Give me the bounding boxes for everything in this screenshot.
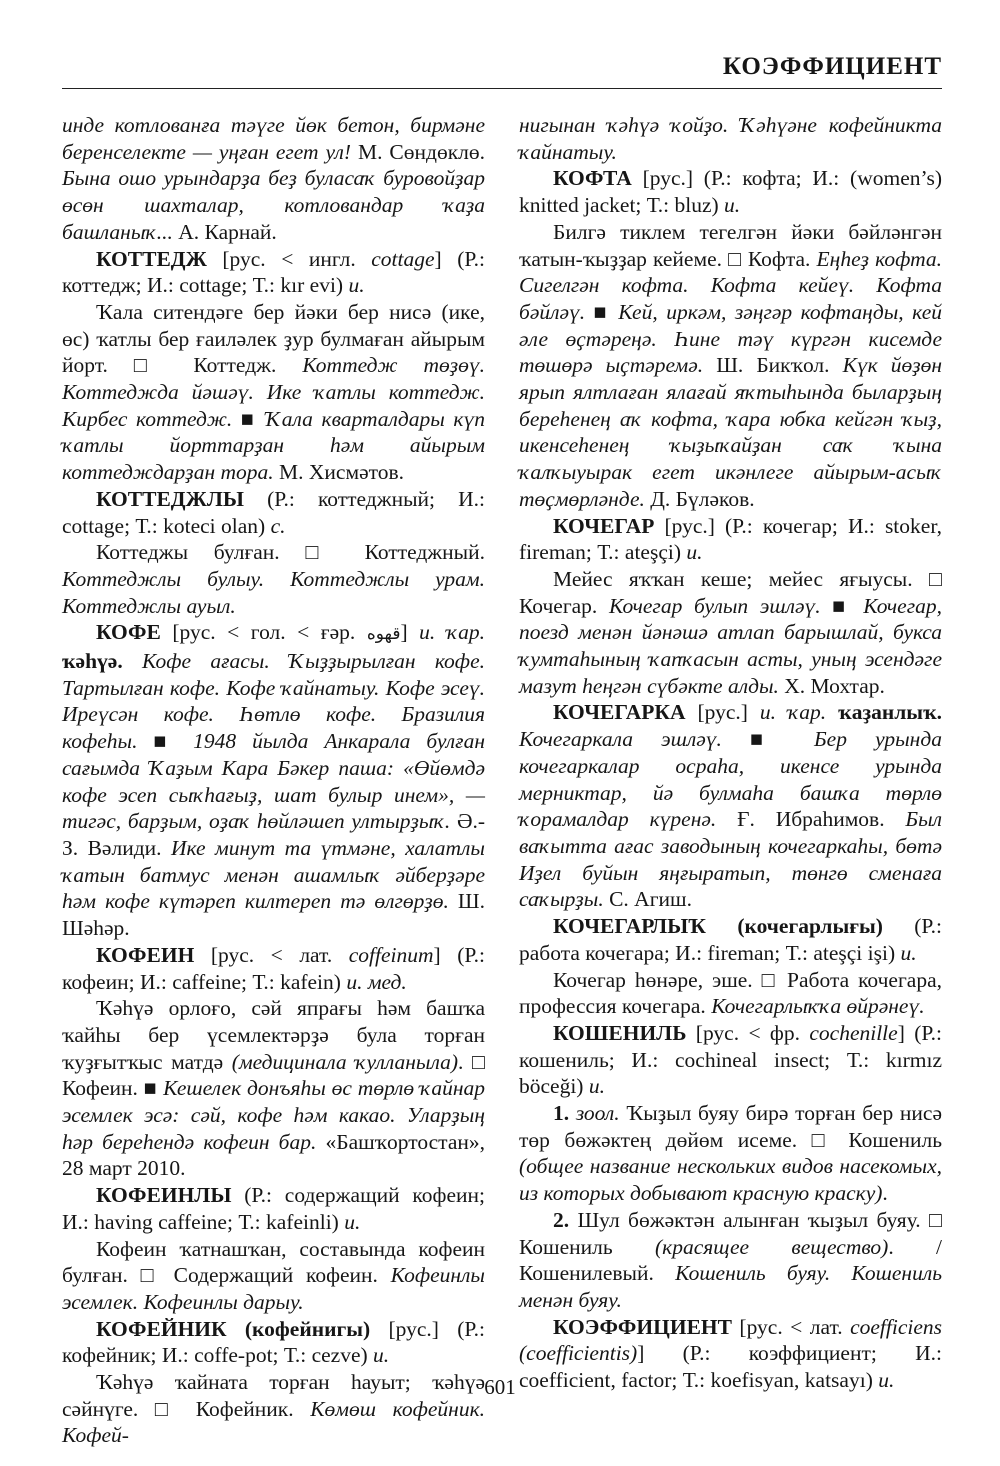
regular-text: Коттеджы булған. □ Коттеджный. bbox=[96, 540, 485, 565]
bold-text: КОФЕИНЛЫ bbox=[96, 1183, 232, 1208]
entry-headline bbox=[519, 165, 942, 218]
bold-text: КОЧЕГАРКА bbox=[553, 700, 686, 725]
regular-text: Д. Бүләков. bbox=[650, 486, 755, 511]
italic-text: инде котлованға тәүге йөк бетон, бирмәне беренселекте — уңған егет ул! bbox=[62, 113, 485, 164]
regular-text: Ҡәһүә орлоғо, сәй япрағы һәм башҡа ҡайһы бер үсемлектәрҙә була торған ҡуҙғытҡыс матдә bbox=[62, 996, 485, 1074]
italic-text: и. bbox=[900, 940, 917, 965]
regular-text: [рус. < гол. < ғәр. bbox=[160, 620, 367, 645]
italic-text: Бер урында кочегаркалар осраһа, икенсе урында мерниктар, йә булмаһа башҡа төрлө ҡорамалдар күренә. bbox=[519, 727, 942, 832]
regular-text: [рус. < фр. bbox=[686, 1020, 810, 1045]
entry-headline bbox=[62, 486, 485, 539]
regular-text: ] (Р.: кофеин; И.: caffeine; Т.: kafein) bbox=[62, 942, 486, 994]
italic-text: и. bbox=[588, 1074, 605, 1099]
italic-text: Бына ошо урындарҙа беҙ буласаҡ буровойҙар өсөн шахталар, котловандар ҡаҙа башланыҡ... bbox=[62, 166, 485, 244]
italic-text: Коттедж төҙөү. Коттеджда йәшәү. Ике ҡатлы коттедж. Кирбес коттедж. bbox=[62, 353, 485, 431]
regular-text: Билгә тиклем тегелгән йәки бәйләнгән ҡатын-ҡыҙҙар кейеме. □ Кофта. bbox=[519, 219, 942, 271]
definition-paragraph bbox=[62, 1236, 485, 1316]
bold-text: 1. bbox=[553, 1101, 576, 1126]
bold-text: КОТТЕДЖЛЫ bbox=[96, 486, 244, 511]
italic-text: и. bbox=[373, 1343, 390, 1368]
bold-text: ҡәһүә. bbox=[62, 649, 143, 674]
regular-text: Мейес яҡҡан кеше; мейес яғыусы. □ Кочегар. bbox=[519, 566, 942, 618]
bold-text: КОЭФФИЦИЕНТ bbox=[553, 1314, 732, 1339]
regular-text: Ш. Бикҡол. bbox=[716, 353, 843, 378]
regular-text: ] (Р.: кошениль; И.: cochineal insect; Т.: kırmız böceği) bbox=[519, 1020, 943, 1099]
italic-text: cottage bbox=[371, 246, 435, 271]
italic-text: и. ҡар. bbox=[419, 620, 485, 645]
entry-headline bbox=[62, 246, 485, 299]
regular-text: ■ bbox=[593, 299, 619, 324]
italic-text: и. bbox=[686, 540, 703, 565]
header-rule bbox=[62, 88, 942, 89]
bold-text: 2. bbox=[553, 1207, 578, 1232]
italic-text: и. bbox=[344, 1209, 361, 1234]
italic-text: Кочегар булып эшләү. bbox=[608, 593, 833, 618]
italic-text: coefficiens (coefficientis) bbox=[519, 1314, 942, 1366]
regular-text: Ә.-З. Вәлиди. bbox=[62, 809, 485, 860]
definition-paragraph bbox=[519, 219, 942, 513]
italic-text: нигынан ҡәһүә ҡойҙо. Ҡәһүәне кофейникта ҡайнатыу. bbox=[519, 113, 942, 164]
italic-text: с. bbox=[270, 513, 286, 538]
italic-text: cochenille bbox=[809, 1020, 898, 1045]
entry-headline bbox=[519, 1020, 942, 1100]
italic-text: Ике минут та үтмәне, халатлы ҡатын батмус менән ашамлыҡ әйберҙәре һәм кофе күтәреп килтереп тә өлгөрҙө. bbox=[62, 835, 485, 914]
italic-text: coffeinum bbox=[348, 942, 434, 967]
regular-text: [рус. < лат. bbox=[194, 942, 349, 967]
regular-text: [рус. < лат. bbox=[731, 1314, 851, 1339]
definition-paragraph bbox=[519, 967, 942, 1020]
bold-text: КОШЕНИЛЬ bbox=[553, 1020, 687, 1045]
regular-text: «Башҡортостан», 28 март 2010. bbox=[62, 1129, 485, 1181]
regular-text: . / Кошенилевый. bbox=[519, 1234, 942, 1286]
italic-text: (красящее вещество) bbox=[654, 1234, 889, 1259]
italic-text: зоол. bbox=[575, 1101, 627, 1126]
italic-text: и. ҡар. bbox=[759, 700, 839, 725]
bold-text: ҡаҙанлыҡ. bbox=[838, 700, 942, 725]
italic-text: Кочегарлыҡҡа өйрәнеү. bbox=[711, 994, 925, 1019]
entry-headline bbox=[62, 619, 485, 941]
regular-text: . bbox=[882, 1181, 888, 1206]
regular-text: ■ bbox=[832, 593, 864, 618]
regular-text: С. Агиш. bbox=[609, 887, 692, 912]
regular-text: Ҡала ситендәге бер йәки бер нисә (ике, өс) ҡатлы бер ғаиләлек ҙур булмаған айырым йорт. □ Коттедж. bbox=[62, 299, 485, 378]
bold-text: КОЧЕГАРЛЫҠ (кочегарлығы) bbox=[553, 914, 883, 939]
definition-paragraph bbox=[519, 1100, 942, 1207]
regular-text: Шул бөжәктән алынған ҡыҙыл буяу. □ Кошениль bbox=[519, 1207, 942, 1259]
italic-text: Көмөш кофейник. Кофей- bbox=[62, 1396, 485, 1448]
italic-text: Кочегар, поезд менән йәнәшә атлап барышлай, букса ҡумтаһының ҡапҡасын асты, уның эсендәге мазут һеңгән сүбәкте алды. bbox=[519, 593, 942, 698]
italic-text: Күк йөҙөн ярып ялтлаған ялағай яҡтыһында быларҙың береһенең аҡ кофта, ҡара юбка кейгән ҡыҙ, икенсеһенең ҡыҙыҡайҙан саҡ ҡына ҡалҡыуырак егет икәнлеге айырым-асыҡ төҫмөрләнде. bbox=[519, 353, 943, 511]
italic-text: Ҡала кварталдары күп ҡатлы йорттарҙан һәм айырым коттедждарҙан тора. bbox=[62, 406, 485, 485]
regular-text: [рус.] (Р.: кофейник; И.: coffe-pot; Т.: cezve) bbox=[62, 1316, 485, 1368]
regular-text: Ғ. Ибраһимов. bbox=[737, 807, 906, 832]
regular-text: [рус. < ингл. bbox=[206, 246, 372, 271]
italic-text: Коттеджлы булыу. Коттеджлы урам. Коттеджлы ауыл. bbox=[62, 566, 485, 618]
italic-text: Кочегаркала эшләү. bbox=[519, 727, 751, 752]
page-number: 601 bbox=[484, 1375, 516, 1399]
continued-text bbox=[519, 112, 942, 165]
entry-headline bbox=[519, 913, 942, 966]
entry-headline bbox=[62, 1316, 485, 1369]
italic-text: и. bbox=[724, 193, 741, 218]
italic-text: Был ваҡытта ағас заводының кочегаркаһы, бөтә Иҙел буйын яңғыратып, төнгө сменаға саҡырҙы. bbox=[519, 807, 943, 912]
column-right bbox=[519, 112, 942, 1394]
entry-headline bbox=[519, 699, 942, 913]
regular-text: Кофеин ҡатнашҡан, составында кофеин булған. □ Содержащий кофеин. bbox=[62, 1236, 485, 1288]
regular-text: ] (Р.: коэффициент; И.: coefficient, factor; Т.: koefisyan, katsayı) bbox=[519, 1341, 942, 1393]
italic-text: (общее название нескольких видов насекомых, из которых добывают красную краску) bbox=[519, 1154, 942, 1206]
regular-text: Ҡыҙыл буяу бирә торған бер нисә төр бөжәктең дөйөм исеме. □ Кошениль bbox=[519, 1101, 942, 1152]
italic-text: Кешелек донъяһы өс төрлө ҡайнар эсемлек эсә: сәй, кофе һәм какао. Уларҙың һәр береһендә кофеин бар. bbox=[62, 1076, 486, 1154]
bold-text: КОЧЕГАР bbox=[553, 513, 655, 538]
regular-text: ] bbox=[400, 620, 420, 645]
regular-text: . □ Кофеин. ■ bbox=[62, 1049, 485, 1101]
italic-text: Кошениль буяу. Кошениль менән буяу. bbox=[519, 1261, 942, 1312]
italic-text: Кофеинлы эсемлек. Кофеинлы дарыу. bbox=[62, 1263, 485, 1314]
bold-text: КОФЕ bbox=[96, 620, 161, 645]
italic-text: Кей, иркәм, зәңгәр кофтаңды, кей әле өҫтәреңә. Һине тәү күргән кисемде төшөрә ыҫтәремә. bbox=[519, 299, 942, 378]
italic-text: 1948 йылда Анкарала булған сағымда Ҡаҙым Кара Бәкер паша: «Өйөмдә кофе эсеп сыҡһағыҙ, шат булыр инем», — тигәс, барҙым, оҙаҡ һөйләшеп ултырҙыҡ. bbox=[62, 729, 485, 834]
bold-text: КОТТЕДЖ bbox=[96, 246, 207, 271]
column-left bbox=[62, 112, 485, 1449]
italic-text: Кофе ағасы. Ҡыҙҙырылған кофе. Тартылған кофе. Кофе ҡайнатыу. Кофе эсеү. Иреүсән кофе. Һөтлө кофе. Бразилия кофеһы. bbox=[62, 649, 485, 754]
definition-paragraph bbox=[62, 995, 485, 1182]
regular-text: Х. Мохтар. bbox=[784, 673, 885, 698]
regular-text: (Р.: коттеджный; И.: cottage; Т.: koteci olan) bbox=[62, 486, 485, 538]
regular-text: ■ bbox=[153, 729, 194, 754]
regular-text: М. Сөндөклө. bbox=[357, 139, 485, 164]
regular-text: [рус.] bbox=[685, 700, 760, 725]
bold-text: КОФТА bbox=[553, 166, 632, 191]
regular-text: Ш. Шәһәр. bbox=[62, 889, 485, 941]
definition-paragraph bbox=[62, 299, 485, 486]
regular-text: [рус.] (Р.: кофта; И.: (women’s) knitted jacket; Т.: bluz) bbox=[519, 166, 942, 218]
italic-text: и. мед. bbox=[346, 969, 407, 994]
definition-paragraph bbox=[519, 566, 942, 700]
regular-text: ■ bbox=[750, 727, 814, 752]
bold-text: КОФЕИН bbox=[96, 942, 195, 967]
regular-text: ■ bbox=[240, 406, 266, 431]
regular-text: ] (Р.: коттедж; И.: cottage; Т.: kır evi) bbox=[62, 246, 485, 298]
entry-headline bbox=[62, 942, 485, 995]
entry-headline bbox=[62, 1182, 485, 1235]
regular-text: А. Карнай. bbox=[178, 219, 277, 244]
regular-text: (Р.: содержащий кофеин; И.: having caffeine; Т.: kafeinli) bbox=[62, 1183, 485, 1234]
italic-text: Еңһеҙ кофта. Сигелгән кофта. Кофта кейеү. Кофта бәйләү. bbox=[519, 246, 942, 324]
arabic-text: قهوه bbox=[366, 624, 401, 645]
bold-text: КОФЕЙНИК (кофейнигы) bbox=[96, 1316, 371, 1341]
regular-text: Ҡәһүә ҡайната торған һауыт; ҡәһүә сәйнүге. □ Кофейник. bbox=[62, 1370, 485, 1421]
continued-text bbox=[62, 112, 485, 246]
regular-text: (Р.: работа кочегара; И.: fireman; Т.: ateşçi işi) bbox=[519, 914, 943, 965]
definition-paragraph bbox=[62, 539, 485, 619]
italic-text: и. bbox=[878, 1368, 895, 1393]
running-head: КОЭФФИЦИЕНТ bbox=[722, 53, 942, 80]
regular-text: [рус.] (Р.: кочегар; И.: stoker, fireman; Т.: ateşçi) bbox=[519, 513, 942, 565]
definition-paragraph bbox=[519, 1207, 942, 1314]
italic-text: (медицинала ҡулланыла) bbox=[231, 1049, 459, 1074]
italic-text: и. bbox=[348, 273, 365, 298]
regular-text: Кочегар һөнәре, эше. □ Работа кочегара, профессия кочегара. bbox=[519, 967, 942, 1019]
regular-text: М. Хисмәтов. bbox=[279, 460, 404, 485]
entry-headline bbox=[519, 513, 942, 566]
